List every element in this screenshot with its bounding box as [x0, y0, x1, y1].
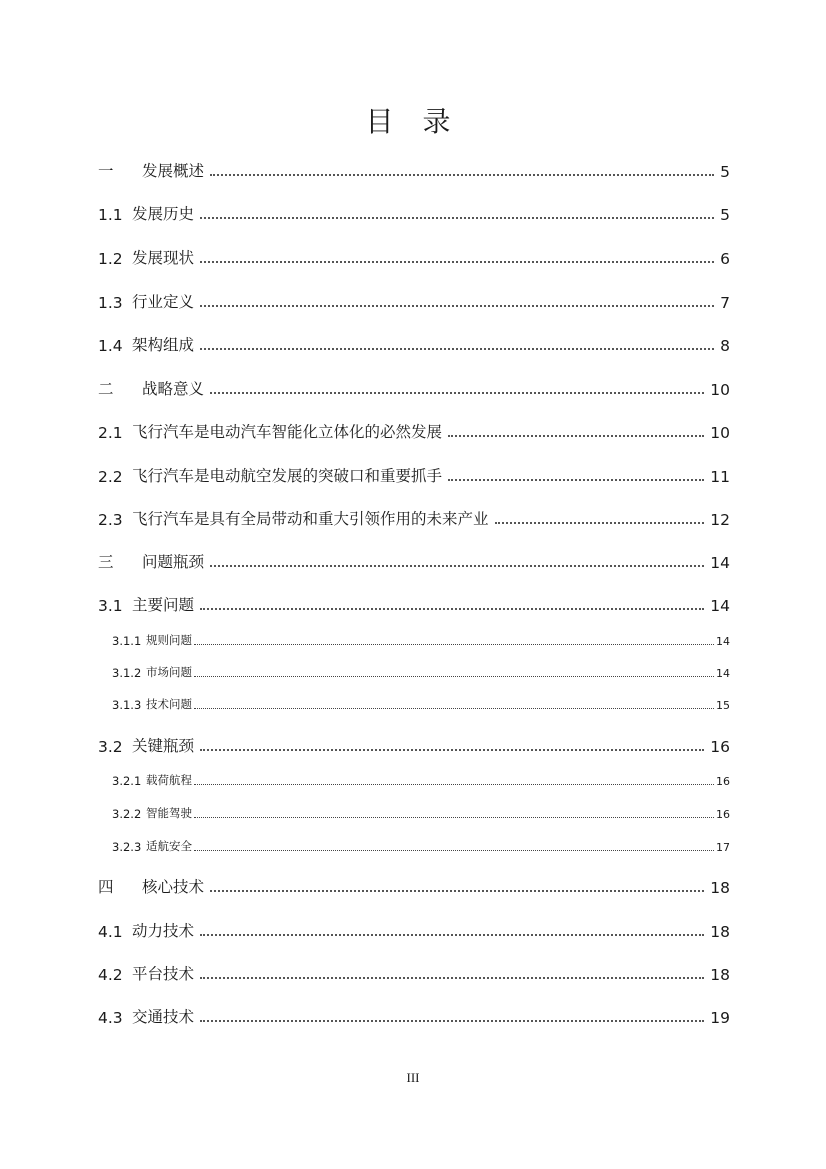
- toc-leader-dots: [194, 850, 714, 851]
- toc-leader-dots: [200, 934, 704, 936]
- toc-leader-dots: [194, 817, 714, 818]
- toc-leader-dots: [194, 676, 714, 677]
- toc-entry-page: 14: [716, 667, 730, 680]
- page-title: 目 录: [365, 105, 461, 138]
- toc-entry[interactable]: [112, 688, 730, 712]
- toc-entry[interactable]: [112, 797, 730, 821]
- toc-entry[interactable]: [98, 591, 730, 615]
- toc-entry-title: 发展历史: [132, 205, 195, 223]
- toc-entry[interactable]: [98, 244, 730, 268]
- toc-entry-page: 5: [720, 206, 730, 224]
- toc-leader-dots: [210, 890, 704, 892]
- toc-leader-dots: [200, 749, 704, 751]
- toc-entry-title: 平台技术: [132, 965, 195, 983]
- toc-entry[interactable]: [98, 732, 730, 756]
- toc-leader-dots: [448, 435, 704, 437]
- toc-entry-page: 18: [710, 879, 730, 897]
- toc-entry[interactable]: [98, 1003, 730, 1027]
- toc-entry[interactable]: [98, 462, 730, 486]
- toc-entry-number: 一: [98, 162, 114, 180]
- toc-entry-page: 17: [716, 841, 730, 854]
- toc-leader-dots: [200, 305, 714, 307]
- toc-entry-number: 2.3: [98, 511, 123, 529]
- toc-entry[interactable]: [112, 830, 730, 854]
- toc-entry-page: 15: [716, 699, 730, 712]
- toc-entry-page: 5: [720, 163, 730, 181]
- toc-entry-number: 3.1.1: [112, 634, 142, 648]
- toc-leader-dots: [200, 217, 714, 219]
- toc-leader-dots: [194, 644, 714, 645]
- toc-entry-number: 三: [98, 553, 114, 571]
- toc-entry-page: 18: [710, 923, 730, 941]
- toc-entry-page: 11: [710, 468, 730, 486]
- toc-entry-title: 问题瓶颈: [142, 553, 205, 571]
- toc-entry-number: 3.2: [98, 738, 123, 756]
- toc-leader-dots: [200, 348, 714, 350]
- toc-entry-title: 交通技术: [132, 1008, 195, 1026]
- toc-entry-number: 3.2.1: [112, 774, 142, 788]
- toc-entry[interactable]: [98, 375, 730, 399]
- toc-entry-title: 行业定义: [132, 293, 195, 311]
- toc-entry-page: 16: [710, 738, 730, 756]
- toc-entry-title: 适航安全: [146, 839, 192, 853]
- toc-leader-dots: [210, 174, 714, 176]
- toc-entry-number: 3.2.2: [112, 807, 142, 821]
- toc-entry-title: 市场问题: [146, 665, 192, 679]
- toc-entry-title: 动力技术: [132, 922, 195, 940]
- toc-entry-page: 16: [716, 808, 730, 821]
- toc-entry-title: 核心技术: [142, 878, 205, 896]
- toc-entry-number: 4.3: [98, 1009, 123, 1027]
- toc-leader-dots: [495, 522, 705, 524]
- toc-entry-page: 18: [710, 966, 730, 984]
- toc-entry-title: 技术问题: [146, 697, 192, 711]
- toc-entry-title: 飞行汽车是电动航空发展的突破口和重要抓手: [132, 467, 443, 485]
- toc-entry-page: 12: [710, 511, 730, 529]
- toc-entry-page: 19: [710, 1009, 730, 1027]
- toc-entry-number: 3.1.2: [112, 666, 142, 680]
- toc-entry[interactable]: [98, 288, 730, 312]
- toc-entry-title: 主要问题: [132, 596, 195, 614]
- toc-leader-dots: [210, 392, 704, 394]
- toc-leader-dots: [448, 479, 704, 481]
- toc-entry-page: 14: [716, 635, 730, 648]
- toc-entry[interactable]: [98, 200, 730, 224]
- toc-entry-number: 4.1: [98, 923, 123, 941]
- toc-entry-number: 2.2: [98, 468, 123, 486]
- toc-entry-page: 10: [710, 424, 730, 442]
- toc-entry[interactable]: [98, 873, 730, 897]
- toc-entry-title: 架构组成: [132, 336, 195, 354]
- toc-entry[interactable]: [112, 656, 730, 680]
- toc-entry-title: 发展现状: [132, 249, 195, 267]
- toc-entry-title: 规则问题: [146, 633, 192, 647]
- toc-entry-page: 16: [716, 775, 730, 788]
- toc-entry-title: 飞行汽车是电动汽车智能化立体化的必然发展: [132, 423, 443, 441]
- toc-entry-number: 1.1: [98, 206, 123, 224]
- toc-entry-page: 7: [720, 294, 730, 312]
- toc-entry[interactable]: [112, 624, 730, 648]
- toc-leader-dots: [200, 977, 704, 979]
- toc-entry-title: 关键瓶颈: [132, 737, 195, 755]
- toc-entry-page: 14: [710, 597, 730, 615]
- toc-entry-number: 二: [98, 380, 114, 398]
- toc-entry[interactable]: [98, 548, 730, 572]
- toc-entry[interactable]: [98, 505, 730, 529]
- page-number-footer: III: [406, 1070, 420, 1085]
- toc-leader-dots: [200, 1020, 704, 1022]
- toc-entry[interactable]: [98, 917, 730, 941]
- toc-leader-dots: [210, 565, 704, 567]
- toc-entry-page: 6: [720, 250, 730, 268]
- toc-entry-number: 4.2: [98, 966, 123, 984]
- toc-entry-page: 8: [720, 337, 730, 355]
- toc-entry-number: 四: [98, 878, 114, 896]
- toc-entry[interactable]: [98, 331, 730, 355]
- toc-entry-title: 发展概述: [142, 162, 205, 180]
- toc-entry-title: 智能驾驶: [146, 806, 192, 820]
- toc-leader-dots: [194, 708, 714, 709]
- toc-entry-title: 载荷航程: [146, 773, 192, 787]
- toc-entry[interactable]: [98, 157, 730, 181]
- toc-entry-title: 战略意义: [142, 380, 205, 398]
- toc-entry-number: 1.3: [98, 294, 123, 312]
- toc-entry-page: 10: [710, 381, 730, 399]
- toc-leader-dots: [200, 261, 714, 263]
- toc-entry[interactable]: [112, 764, 730, 788]
- toc-entry-number: 3.1.3: [112, 698, 142, 712]
- toc-entry-number: 2.1: [98, 424, 123, 442]
- toc-entry[interactable]: [98, 960, 730, 984]
- toc-entry-number: 1.4: [98, 337, 123, 355]
- toc-entry[interactable]: [98, 418, 730, 442]
- toc-entry-number: 3.1: [98, 597, 123, 615]
- toc-leader-dots: [200, 608, 704, 610]
- toc-entry-title: 飞行汽车是具有全局带动和重大引领作用的未来产业: [132, 510, 489, 528]
- toc-entry-page: 14: [710, 554, 730, 572]
- toc-entry-number: 3.2.3: [112, 840, 142, 854]
- toc-entry-number: 1.2: [98, 250, 123, 268]
- toc-leader-dots: [194, 784, 714, 785]
